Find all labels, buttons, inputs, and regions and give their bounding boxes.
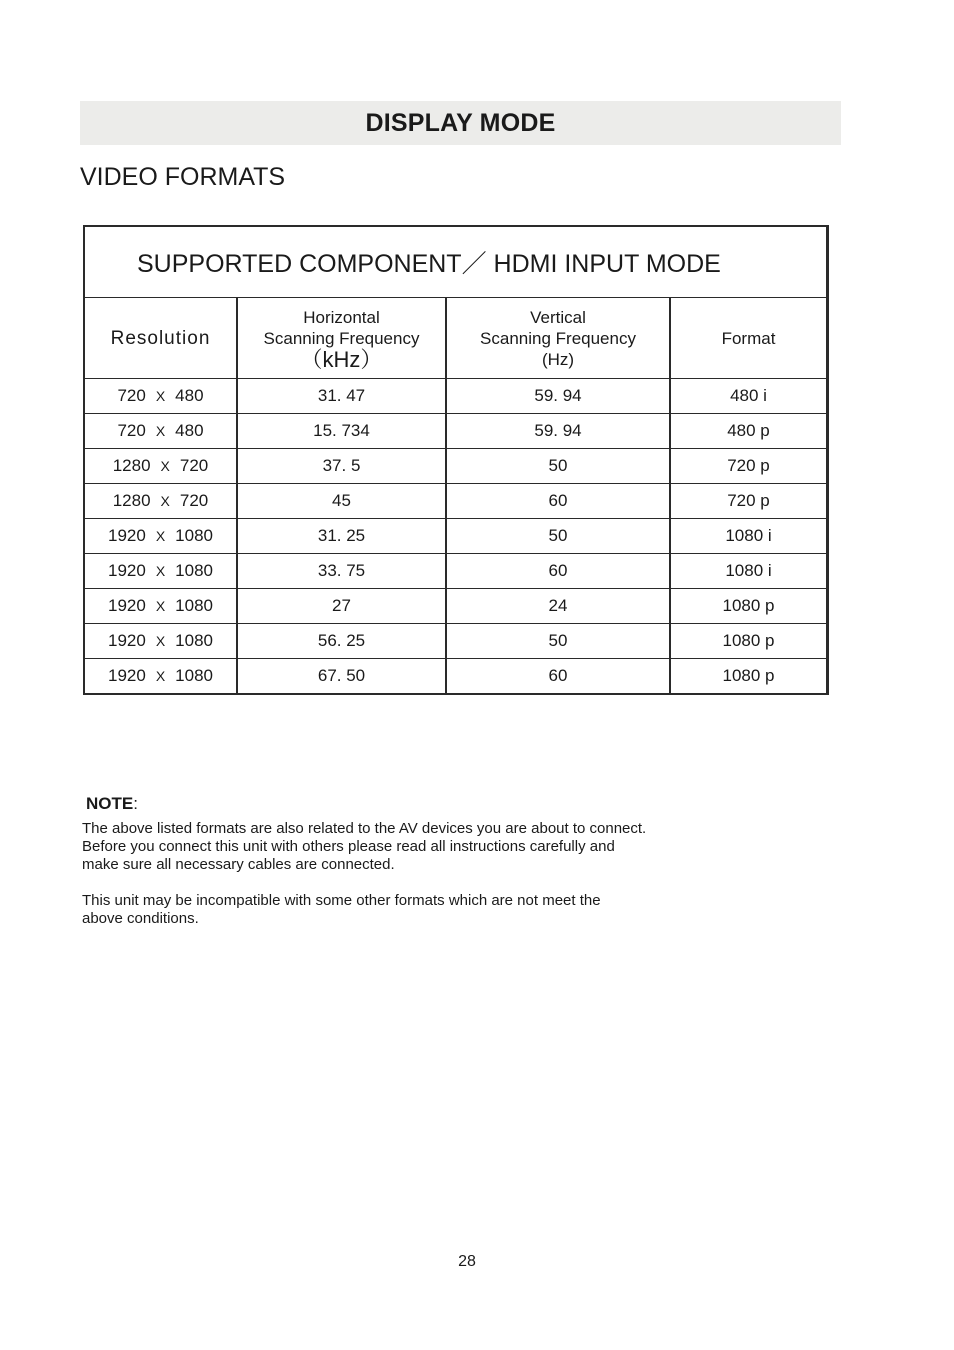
vertical-frequency-cell: 50 xyxy=(446,624,670,659)
format-cell: 1080 p xyxy=(670,624,826,659)
resolution-height: 1080 xyxy=(175,666,213,685)
resolution-height: 480 xyxy=(175,421,204,440)
times-symbol: X xyxy=(160,493,170,509)
resolution-width: 720 xyxy=(117,421,146,440)
format-cell: 720 p xyxy=(670,449,826,484)
note-paragraph-2 xyxy=(82,892,722,928)
note-line: Before you connect this unit with others please read all instructions carefully and xyxy=(82,838,615,855)
note-colon: : xyxy=(133,794,138,813)
horizontal-frequency-cell: 33. 75 xyxy=(237,554,446,589)
resolution-cell xyxy=(85,414,237,449)
header-bar xyxy=(80,101,841,145)
times-symbol: X xyxy=(155,633,166,649)
resolution-cell xyxy=(85,554,237,589)
header-format: Format xyxy=(670,298,826,379)
vertical-frequency-cell: 50 xyxy=(446,449,670,484)
horizontal-frequency-cell: 56. 25 xyxy=(237,624,446,659)
table-row xyxy=(85,519,826,554)
note-line: The above listed formats are also related to the AV devices you are about to connect. xyxy=(82,820,647,837)
vertical-frequency-cell: 24 xyxy=(446,589,670,624)
horizontal-frequency-cell: 45 xyxy=(237,484,446,519)
table-row xyxy=(85,379,826,414)
vertical-frequency-cell: 60 xyxy=(446,554,670,589)
horizontal-frequency-cell: 31. 47 xyxy=(237,379,446,414)
times-symbol: X xyxy=(155,528,166,544)
times-symbol: X xyxy=(155,423,166,439)
note-paragraph-1 xyxy=(82,820,722,874)
format-cell: 1080 i xyxy=(670,554,826,589)
format-cell: 1080 i xyxy=(670,519,826,554)
resolution-cell xyxy=(85,484,237,519)
vertical-frequency-cell: 50 xyxy=(446,519,670,554)
header-horizontal-unit: （kHz） xyxy=(300,346,383,372)
formats-table xyxy=(85,298,826,693)
resolution-width: 720 xyxy=(117,386,146,405)
note-line: make sure all necessary cables are connected. xyxy=(82,856,395,873)
table-row xyxy=(85,624,826,659)
vertical-frequency-cell: 60 xyxy=(446,659,670,694)
section-title: VIDEO FORMATS xyxy=(80,163,286,191)
resolution-cell xyxy=(85,659,237,694)
resolution-height: 720 xyxy=(179,491,209,510)
header-resolution: Resolution xyxy=(85,298,237,379)
resolution-height: 1080 xyxy=(175,526,213,545)
resolution-width: 1920 xyxy=(108,631,146,650)
resolution-width: 1280 xyxy=(112,456,151,475)
resolution-cell xyxy=(85,589,237,624)
resolution-width: 1920 xyxy=(108,561,146,580)
resolution-height: 1080 xyxy=(175,631,213,650)
resolution-height: 720 xyxy=(179,456,209,475)
note-section xyxy=(82,795,722,946)
header-vertical-frequency xyxy=(446,298,670,379)
note-line: above conditions. xyxy=(82,910,199,927)
table-row xyxy=(85,449,826,484)
resolution-width: 1920 xyxy=(108,666,146,685)
page-number: 28 xyxy=(458,1253,476,1270)
format-cell: 1080 p xyxy=(670,589,826,624)
note-label xyxy=(86,795,722,813)
header-vertical-unit: (Hz) xyxy=(541,349,575,369)
header-vertical-line1: Vertical xyxy=(530,307,586,327)
resolution-height: 1080 xyxy=(175,561,213,580)
header-vertical-line2: Scanning Frequency xyxy=(480,328,636,348)
vertical-frequency-cell: 59. 94 xyxy=(446,414,670,449)
header-horizontal-line2: Scanning Frequency xyxy=(263,328,420,348)
table-row xyxy=(85,484,826,519)
table-row xyxy=(85,414,826,449)
resolution-width: 1280 xyxy=(112,491,151,510)
resolution-width: 1920 xyxy=(108,526,146,545)
page-title: DISPLAY MODE xyxy=(365,108,556,137)
resolution-cell xyxy=(85,449,237,484)
horizontal-frequency-cell: 31. 25 xyxy=(237,519,446,554)
table-row xyxy=(85,659,826,694)
format-cell: 1080 p xyxy=(722,666,775,685)
note-label-text: NOTE xyxy=(86,794,134,813)
resolution-cell xyxy=(85,379,237,414)
note-line: This unit may be incompatible with some other formats which are not meet the xyxy=(82,892,601,909)
times-symbol: X xyxy=(155,563,166,579)
resolution-height: 1080 xyxy=(175,596,213,615)
resolution-cell xyxy=(85,519,237,554)
horizontal-frequency-cell: 27 xyxy=(237,589,446,624)
times-symbol: X xyxy=(155,668,166,684)
format-cell: 480 i xyxy=(670,379,826,414)
table-row xyxy=(85,554,826,589)
resolution-height: 480 xyxy=(175,386,204,405)
horizontal-frequency-cell: 67. 50 xyxy=(237,659,446,694)
times-symbol: X xyxy=(155,598,166,614)
resolution-cell xyxy=(85,624,237,659)
format-cell: 480 p xyxy=(670,414,826,449)
horizontal-frequency-cell: 15. 734 xyxy=(237,414,446,449)
times-symbol: X xyxy=(155,388,166,404)
resolution-width: 1920 xyxy=(108,596,146,615)
header-horizontal-line1: Horizontal xyxy=(303,307,380,327)
vertical-frequency-cell: 59. 94 xyxy=(446,379,670,414)
header-horizontal-frequency xyxy=(237,298,446,379)
times-symbol: X xyxy=(160,458,170,474)
table-row xyxy=(85,589,826,624)
table-title: SUPPORTED COMPONENT／ HDMI INPUT MODE xyxy=(85,227,826,298)
format-cell: 720 p xyxy=(670,484,826,519)
vertical-frequency-cell: 60 xyxy=(446,484,670,519)
horizontal-frequency-cell: 37. 5 xyxy=(237,449,446,484)
table-header-row xyxy=(85,298,826,379)
video-formats-table xyxy=(83,225,829,695)
